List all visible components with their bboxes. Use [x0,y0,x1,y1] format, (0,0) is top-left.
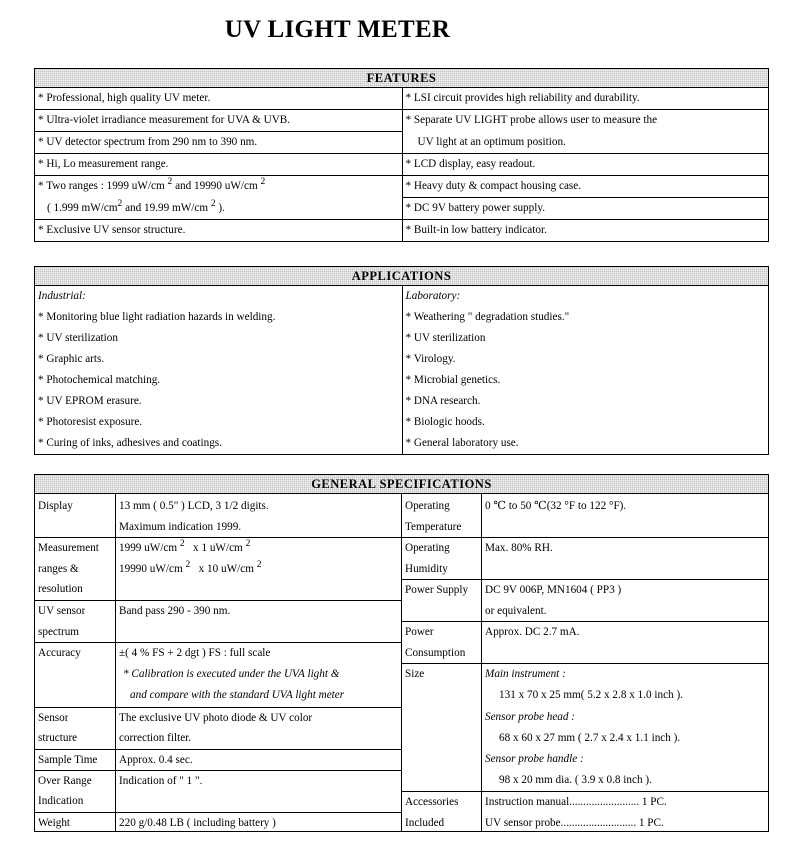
spec-value-accuracy-note: and compare with the standard UVA light meter [130,689,345,701]
spec-value-over-range: Indication of " 1 ". [119,775,203,787]
table-row [35,391,768,412]
application-item: * Monitoring blue light radiation hazards in welding. [35,307,402,328]
application-item: * Photochemical matching. [35,370,402,391]
spec-value-power-supply: or equivalent. [485,605,547,617]
spec-label-accessories: Accessories [405,796,459,808]
spec-value-power-consumption: Approx. DC 2.7 mA. [485,626,580,638]
feature-item: * Separate UV LIGHT probe allows user to measure the [402,110,768,132]
spec-label-op-humidity: Operating [405,542,450,554]
table-row [35,132,768,154]
spec-value-sensor: correction filter. [119,732,192,744]
industrial-heading: Industrial: [35,286,402,307]
spec-value-weight: 220 g/0.48 LB ( including battery ) [119,817,276,829]
spec-text: x 1 uW/cm [193,542,243,554]
superscript: 2 [256,560,262,570]
feature-text: ( 1.999 mW/cm [47,201,118,214]
table-row [35,412,768,433]
application-item: * UV sterilization [405,332,486,344]
application-item: * Graphic arts. [35,349,402,370]
spec-label-op-temp: Temperature [405,521,462,533]
specifications-header [35,475,768,494]
feature-text: and 19.99 mW/cm [125,201,209,214]
spec-label-sensor: structure [38,732,78,744]
spec-label-power-consumption: Consumption [405,647,466,659]
superscript: 2 [245,539,251,549]
feature-text: * Two ranges : 1999 uW/cm [38,180,165,192]
spec-value-power-supply: DC 9V 006P, MN1604 ( PP3 ) [485,584,622,596]
table-row [35,176,768,198]
spec-value-size: 68 x 60 x 27 mm ( 2.7 x 2.4 x 1.1 inch ). [499,732,681,744]
spec-label-power-consumption: Power [405,626,434,638]
table-row [35,433,768,454]
spec-label-uv-sensor: UV sensor [38,605,86,617]
application-item: * Virology. [405,353,456,365]
spec-label-measurement: resolution [38,583,83,595]
spec-label-accessories: Included [405,817,445,829]
spec-label-sample-time: Sample Time [38,754,98,766]
superscript: 2 [179,539,185,549]
superscript: 2 [210,198,216,209]
table-row [35,110,768,132]
spec-value-accessory: Instruction manual......................... 1 PC. [485,796,667,808]
table-row [35,328,768,349]
spec-label-measurement: ranges & [38,563,79,575]
table-row [35,88,768,110]
spec-value-uv-sensor: Band pass 290 - 390 nm. [119,605,231,617]
laboratory-heading: Laboratory: [405,290,461,302]
spec-value-size: 98 x 20 mm dia. ( 3.9 x 0.8 inch ). [499,774,652,786]
feature-item: UV light at an optimum position. [417,135,566,148]
feature-item: * DC 9V battery power supply. [402,198,768,220]
spec-value-measurement [116,538,250,559]
application-item: * Weathering " degradation studies." [405,311,570,323]
feature-item [35,176,402,198]
page-title: UV LIGHT METER [224,16,451,43]
application-item: * Microbial genetics. [405,374,501,386]
specifications-section [34,474,769,832]
spec-value-size: 131 x 70 x 25 mm( 5.2 x 2.8 x 1.0 inch ). [499,689,683,701]
applications-header [35,267,768,286]
table-row [35,307,768,328]
spec-text: 19990 uW/cm [119,563,183,575]
spec-value-accessory: UV sensor probe........................... 1 PC. [485,817,664,829]
spec-label-over-range: Indication [38,795,84,807]
application-item: * Curing of inks, adhesives and coatings. [35,433,402,454]
features-header [35,69,768,88]
feature-item: * LSI circuit provides high reliability and durability. [405,92,640,104]
application-item: * UV EPROM erasure. [35,391,402,412]
feature-item: * Ultra-violet irradiance measurement for UVA & UVB. [35,110,402,132]
spec-label-power-supply: Power Supply [405,584,469,596]
spec-value-op-temp: 0 ℃ to 50 ℃(32 °F to 122 °F). [485,500,627,512]
applications-table [35,286,768,454]
specifications-heading: GENERAL SPECIFICATIONS [311,477,492,491]
application-item: * General laboratory use. [405,437,519,449]
spec-value-display: Maximum indication 1999. [119,521,242,533]
spec-label-sensor: Sensor [38,712,69,724]
spec-value-size-heading: Sensor probe head : [485,711,576,723]
table-row [35,198,768,220]
feature-item: * Heavy duty & compact housing case. [402,176,768,198]
spec-value-size-heading: Main instrument : [485,668,566,680]
application-item: * Biologic hoods. [405,416,485,428]
feature-item: * Hi, Lo measurement range. [35,154,402,176]
spec-value-op-humidity: Max. 80% RH. [485,542,553,554]
feature-text: and 19990 uW/cm [175,180,258,192]
superscript: 2 [185,560,191,570]
spec-value-size-heading: Sensor probe handle : [485,753,584,765]
table-row [35,154,768,176]
spec-label-op-humidity: Humidity [405,563,448,575]
spec-label-measurement: Measurement [38,542,99,554]
application-item: * UV sterilization [35,328,402,349]
spec-label-accuracy: Accuracy [38,647,81,659]
feature-item: * Professional, high quality UV meter. [35,88,402,110]
applications-heading: APPLICATIONS [351,269,452,283]
spec-label-uv-sensor: spectrum [38,626,80,638]
superscript: 2 [260,177,266,187]
application-item: * DNA research. [405,395,481,407]
feature-item: * UV detector spectrum from 290 nm to 390 nm. [35,132,402,154]
spec-label-op-temp: Operating [405,500,450,512]
spec-label-over-range: Over Range [38,775,92,787]
features-section [34,68,769,242]
spec-label-display: Display [38,500,73,512]
spec-text: 1999 uW/cm [119,542,178,554]
spec-label-size: Size [405,668,425,680]
feature-text: ). [218,201,225,214]
feature-item: * Built-in low battery indicator. [402,220,768,242]
feature-item [35,198,402,220]
application-item: * Photoresist exposure. [35,412,402,433]
spec-value-accuracy: ±( 4 % FS + 2 dgt ) FS : full scale [119,647,271,659]
feature-item: * Exclusive UV sensor structure. [35,220,402,242]
applications-section [34,266,769,455]
spec-text: x 10 uW/cm [198,563,254,575]
table-row [35,286,768,307]
table-row [35,370,768,391]
table-row [35,220,768,242]
feature-item: * LCD display, easy readout. [402,154,768,176]
superscript: 2 [117,198,123,209]
spec-value-sensor: The exclusive UV photo diode & UV color [119,712,313,724]
spec-value-measurement [116,559,262,580]
spec-value-accuracy-note: * Calibration is executed under the UVA light & [123,668,340,680]
features-heading: FEATURES [366,71,437,85]
spec-value-sample-time: Approx. 0.4 sec. [119,754,193,766]
spec-label-weight: Weight [38,817,71,829]
spec-value-display: 13 mm ( 0.5" ) LCD, 3 1/2 digits. [119,500,269,512]
table-row [35,349,768,370]
features-table [35,88,768,241]
superscript: 2 [167,177,173,187]
